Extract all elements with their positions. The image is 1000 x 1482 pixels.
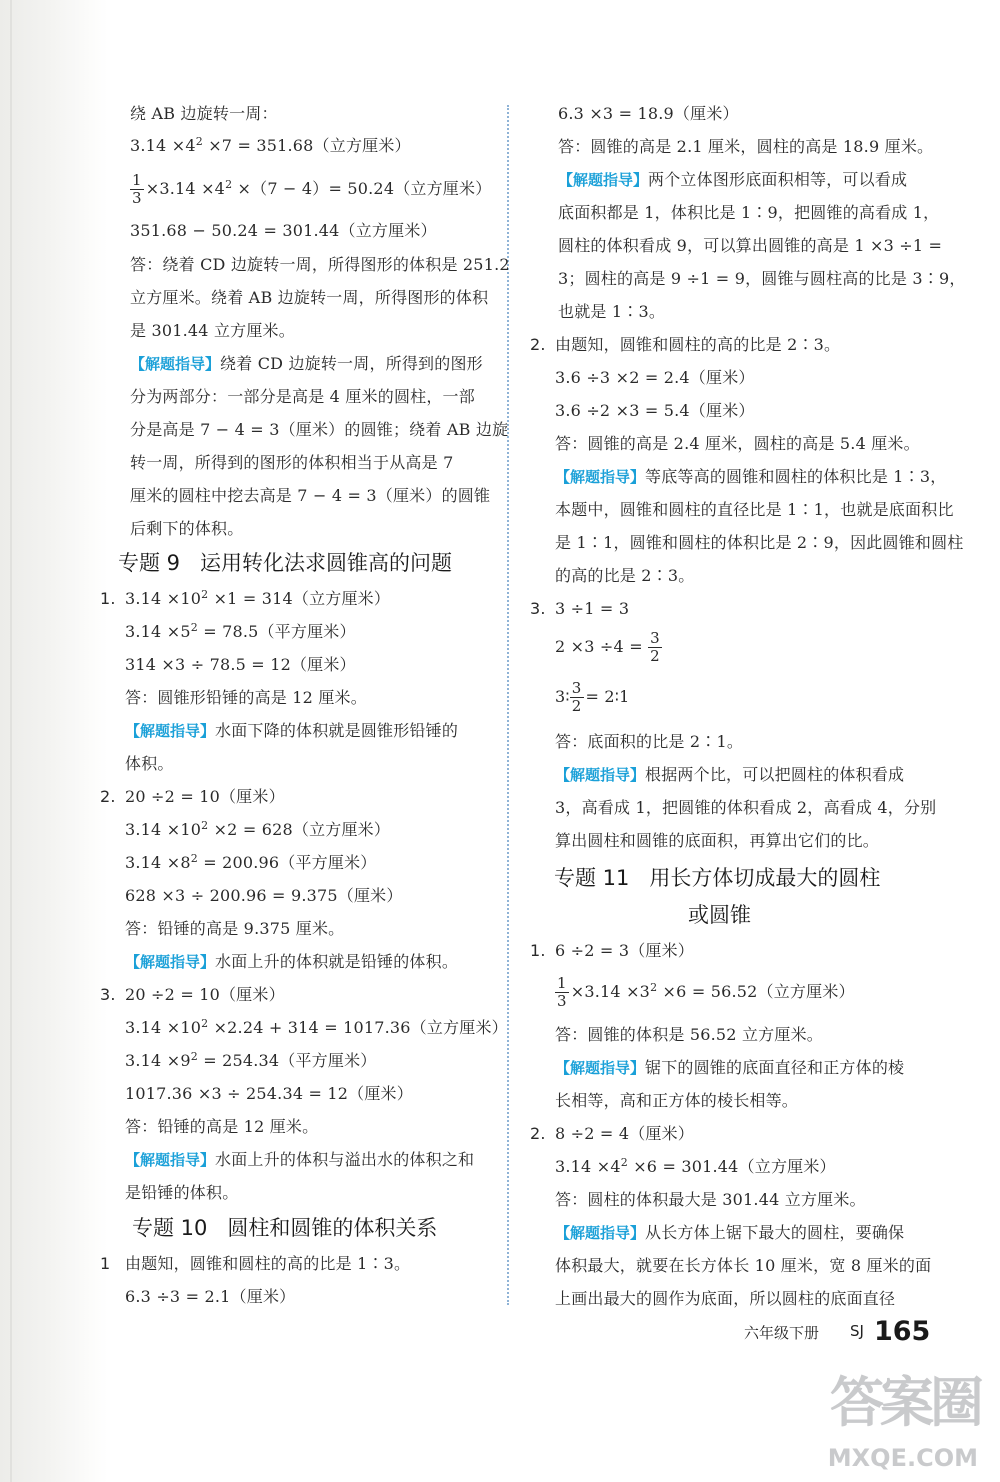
- section-heading-10: 专题 10 圆柱和圆锥的体积关系: [132, 1216, 438, 1240]
- answer-line: 答：底面积的比是 2∶1。: [555, 732, 744, 751]
- fraction: $\frac{3}{2}$: [650, 629, 660, 665]
- page-badge: [850, 1315, 931, 1347]
- section-heading-9: 专题 9 运用转化法求圆锥高的问题: [118, 551, 453, 575]
- formula-line: 3∶ $\frac{3}{2}$ = 2∶1: [555, 679, 630, 715]
- tip-line: 是 1∶1，圆锥和圆柱的体积比是 2∶9，因此圆锥和圆柱: [555, 533, 964, 552]
- fraction: $\frac{1}{3}$: [132, 171, 142, 207]
- tip-line: 是铅锤的体积。: [125, 1183, 239, 1202]
- formula-line: 1017.36 ×3 ÷ 254.34 = 12（厘米）: [125, 1084, 413, 1103]
- tip-label: 【解题指导】: [125, 953, 216, 971]
- watermark-site: MXQE.COM: [827, 1444, 978, 1472]
- question-line: 2. 8 ÷2 = 4（厘米）: [530, 1124, 695, 1143]
- formula-line: $3.14 \times 4^2 \times 6 = 301.44$（立方厘米）: [555, 1156, 836, 1176]
- tip-line: 转一周，所得到的图形的体积相当于从高是 7: [130, 453, 454, 472]
- answer-line: 答：圆锥的高是 2.4 厘米，圆柱的高是 5.4 厘米。: [555, 434, 920, 453]
- page-number: 165: [873, 1315, 931, 1347]
- question-line: 2. 20 ÷2 = 10（厘米）: [100, 787, 285, 806]
- tip-label: 【解题指导】: [558, 171, 649, 189]
- tip-line: 本题中，圆锥和圆柱的直径比是 1∶1，也就是底面积比: [555, 500, 954, 519]
- answer-line: 答：绕着 CD 边旋转一周，所得图形的体积是 251.2: [130, 255, 510, 274]
- tip-line: 【解题指导】水面上升的体积就是铅锤的体积。: [125, 952, 459, 971]
- tip-line: 圆柱的体积看成 9，可以算出圆锥的高是 1 ×3 ÷1 =: [558, 236, 943, 255]
- answer-line: 答：铅锤的高是 12 厘米。: [125, 1117, 319, 1136]
- fraction: $\frac{3}{2}$: [571, 679, 582, 715]
- tip-line: 也就是 1∶3。: [558, 302, 666, 321]
- answer-line: 答：铅锤的高是 9.375 厘米。: [125, 919, 345, 938]
- formula-line: 6.3 ×3 = 18.9（厘米）: [558, 104, 739, 123]
- section-heading-11-cont: 或圆锥: [688, 903, 751, 927]
- answer-line: 答：圆锥的体积是 56.52 立方厘米。: [555, 1025, 823, 1044]
- tip-line: 【解题指导】从长方体上锯下最大的圆柱，要确保: [555, 1223, 905, 1242]
- tip-line: 分为两部分：一部分是高是 4 厘米的圆柱，一部: [130, 387, 475, 406]
- answer-line: 答：圆柱的体积最大是 301.44 立方厘米。: [555, 1190, 866, 1209]
- watermark-text: 答案圈: [830, 1371, 980, 1434]
- tip-label: 【解题指导】: [555, 1224, 646, 1242]
- tip-label: 【解题指导】: [555, 766, 646, 784]
- formula-line: $3.14 \times 5^2 = 78.5$（平方厘米）: [125, 621, 356, 641]
- question-line: 3. 20 ÷2 = 10（厘米）: [100, 985, 285, 1004]
- tip-line: 算出圆柱和圆锥的底面积，再算出它们的比。: [555, 831, 880, 850]
- answer-line: 答：圆锥的高是 2.1 厘米，圆柱的高是 18.9 厘米。: [558, 137, 934, 156]
- formula-line: 6.3 ÷3 = 2.1（厘米）: [125, 1287, 296, 1306]
- text-line: 绕 AB 边旋转一周：: [130, 104, 278, 123]
- formula-line: $3.14 \times 8^2 = 200.96$（平方厘米）: [125, 852, 377, 872]
- formula-line: $\frac{1}{3}$ $\times 3.14 \times 4^2 \times(7 - 4)= 50.24$（立方厘米）: [132, 171, 492, 207]
- formula-line: $3.14 \times 10^2 \times 2 = 628$（立方厘米）: [125, 819, 391, 839]
- tip-line: 3，高看成 1，把圆锥的体积看成 2，高看成 4，分别: [555, 798, 937, 817]
- tip-label: 【解题指导】: [555, 1059, 646, 1077]
- grade-label: 六年级下册: [744, 1324, 820, 1342]
- tip-line: 【解题指导】锯下的圆锥的底面直径和正方体的棱: [555, 1058, 905, 1077]
- tip-label: 【解题指导】: [130, 355, 221, 373]
- tip-line: 厘米的圆柱中挖去高是 7 − 4 = 3（厘米）的圆锥: [130, 486, 491, 505]
- formula-line: 314 ×3 ÷ 78.5 = 12（厘米）: [125, 655, 356, 674]
- watermark-logo: [806, 1346, 986, 1476]
- tip-line: 的高的比是 2∶3。: [555, 566, 695, 585]
- series-code: SJ: [850, 1322, 864, 1340]
- tip-line: 体积最大，就要在长方体长 10 厘米，宽 8 厘米的面: [555, 1256, 932, 1275]
- spine-crease: [10, 0, 12, 1482]
- book-spine-shadow: [0, 0, 108, 1482]
- tip-line: 【解题指导】绕着 CD 边旋转一周，所得到的图形: [130, 354, 483, 373]
- tip-line: 【解题指导】等底等高的圆锥和圆柱的体积比是 1∶3，: [555, 467, 947, 486]
- question-line: 1. $3.14 \times 10^2 \times 1 = 314$（立方厘米）: [100, 588, 391, 608]
- tip-label: 【解题指导】: [555, 468, 646, 486]
- tip-line: 【解题指导】水面上升的体积与溢出水的体积之和: [125, 1150, 475, 1169]
- formula-line: 2 ×3 ÷4 = $\frac{3}{2}$: [555, 629, 660, 665]
- question-line: 1 由题知，圆锥和圆柱的高的比是 1∶3。: [100, 1254, 411, 1273]
- question-line: 3. 3 ÷1 = 3: [530, 599, 630, 618]
- tip-line: 长相等，高和正方体的棱长相等。: [555, 1091, 799, 1110]
- tip-line: 【解题指导】两个立体图形底面积相等，可以看成: [558, 170, 908, 189]
- formula-line: $3.14 \times 10^2 \times 2.24 + 314 = 1017.36$（立方厘米）: [125, 1017, 508, 1037]
- answer-line: 答：圆锥形铅锤的高是 12 厘米。: [125, 688, 367, 707]
- answer-line: 立方厘米。绕着 AB 边旋转一周，所得图形的体积: [130, 288, 489, 307]
- tip-line: 分是高是 7 − 4 = 3（厘米）的圆锥；绕着 AB 边旋: [130, 420, 509, 439]
- tip-line: 上画出最大的圆作为底面，所以圆柱的底面直径: [555, 1289, 896, 1308]
- formula-line: 351.68 − 50.24 = 301.44（立方厘米）: [130, 221, 437, 240]
- section-heading-11: 专题 11 用长方体切成最大的圆柱: [554, 866, 881, 890]
- formula-line: 3.6 ÷2 ×3 = 5.4（厘米）: [555, 401, 755, 420]
- tip-label: 【解题指导】: [125, 1151, 216, 1169]
- question-line: 2. 由题知，圆锥和圆柱的高的比是 2∶3。: [530, 335, 841, 354]
- fraction: $\frac{1}{3}$: [557, 974, 567, 1010]
- tip-line: 3；圆柱的高是 9 ÷1 = 9，圆锥与圆柱高的比是 3∶9，: [558, 269, 966, 288]
- answer-line: 是 301.44 立方厘米。: [130, 321, 295, 340]
- formula-line: $3.14 \times 4^2 \times 7 = 351.68$（立方厘米）: [130, 135, 411, 155]
- formula-line: $3.14 \times 9^2 = 254.34$（平方厘米）: [125, 1050, 377, 1070]
- column-divider: [507, 105, 509, 1305]
- tip-line: 底面积都是 1，体积比是 1∶9，把圆锥的高看成 1，: [558, 203, 940, 222]
- tip-line: 后剩下的体积。: [130, 519, 244, 538]
- tip-line: 体积。: [125, 754, 174, 773]
- question-line: 1. 6 ÷2 = 3（厘米）: [530, 941, 695, 960]
- formula-line: 628 ×3 ÷ 200.96 = 9.375（厘米）: [125, 886, 403, 905]
- tip-line: 【解题指导】水面下降的体积就是圆锥形铅锤的: [125, 721, 459, 740]
- formula-line: 3.6 ÷3 ×2 = 2.4（厘米）: [555, 368, 755, 387]
- tip-line: 【解题指导】根据两个比，可以把圆柱的体积看成: [555, 765, 905, 784]
- tip-label: 【解题指导】: [125, 722, 216, 740]
- formula-line: $\frac{1}{3}$ $\times 3.14 \times 3^2 \times 6 = 56.52$（立方厘米）: [557, 974, 855, 1010]
